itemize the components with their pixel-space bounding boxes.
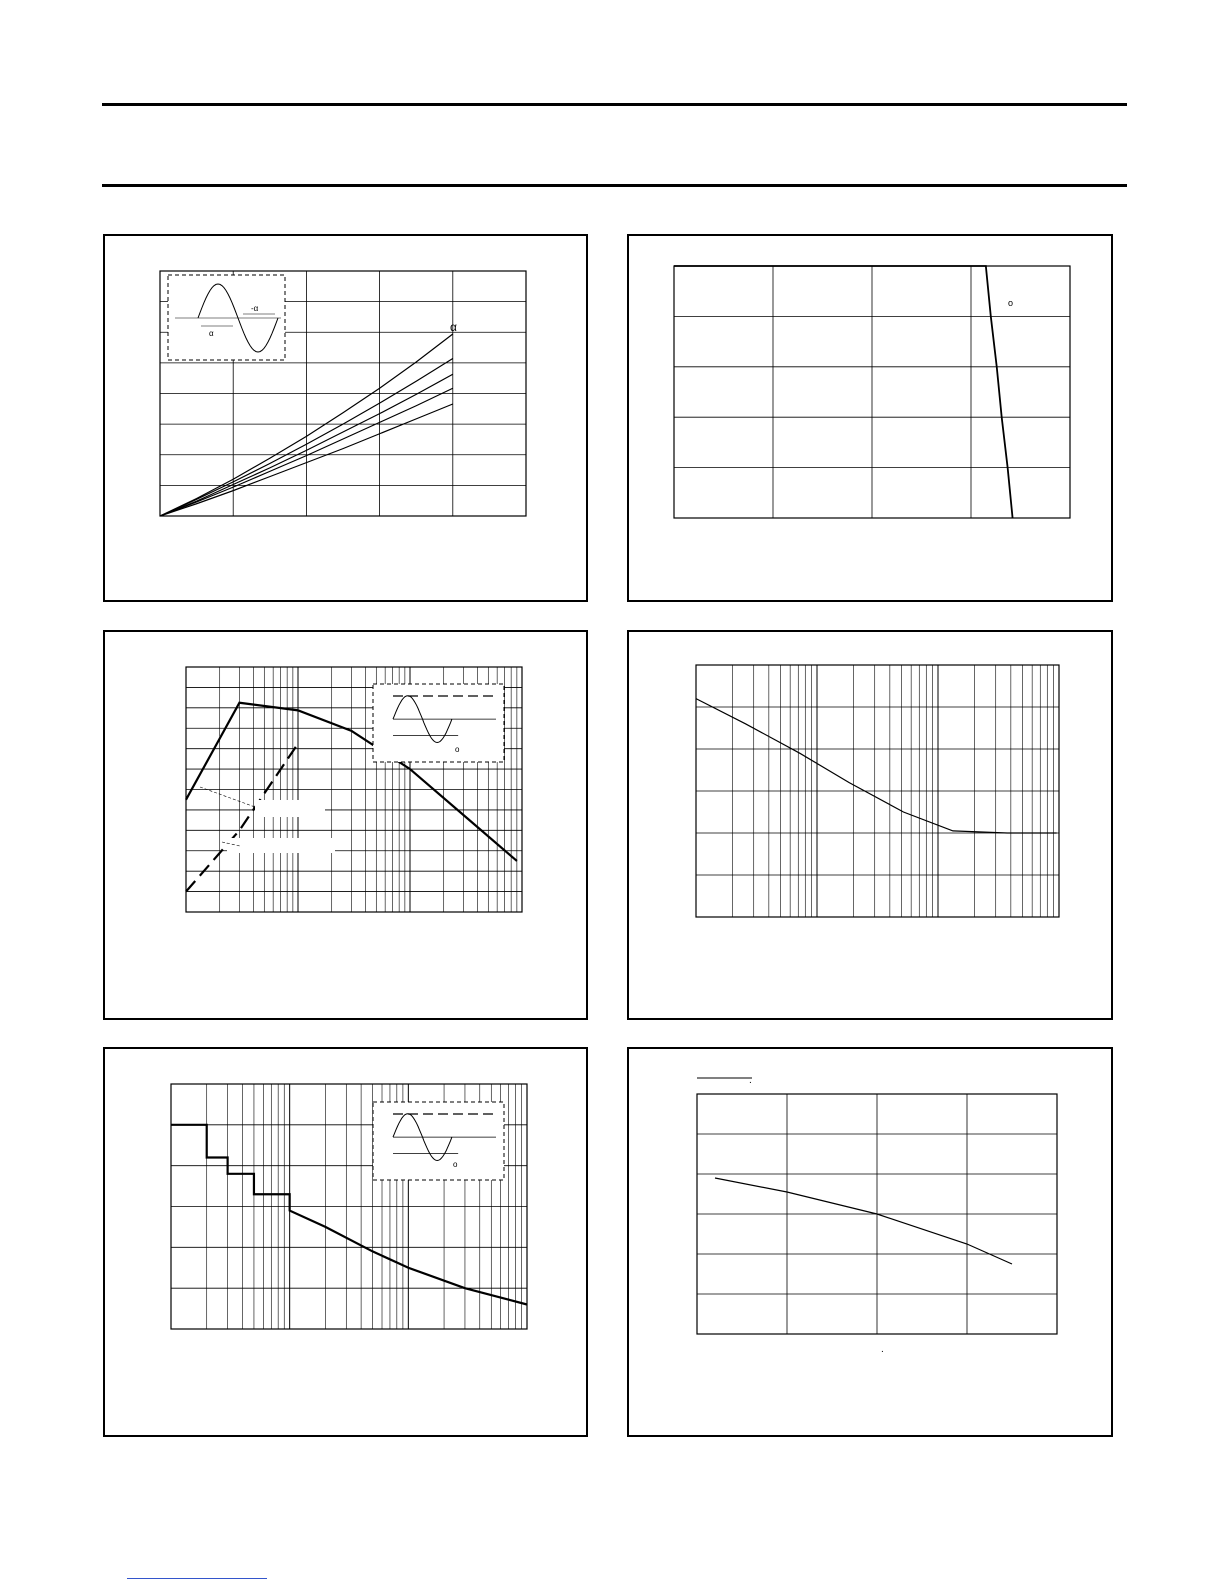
figure-panel-1: [103, 234, 588, 602]
header-rule-bottom: [102, 184, 1127, 187]
marker-label: o: [1008, 298, 1014, 308]
figure-4-chart: [629, 632, 1115, 1022]
header-rule-top: [102, 103, 1127, 106]
figure-1-chart: [105, 236, 590, 604]
figure-panel-4: [627, 630, 1113, 1020]
inset-frame: [168, 275, 285, 360]
figure-2-chart: [629, 236, 1115, 604]
label-box-lower: [227, 838, 335, 853]
figure-6-chart: [629, 1049, 1115, 1439]
inset-marker-label: o: [455, 745, 460, 754]
figure-5-chart: [105, 1049, 590, 1439]
figure-panel-6: [627, 1047, 1113, 1437]
series-line: [715, 1178, 1012, 1264]
figure-3-chart: [105, 632, 590, 1022]
series-line: [674, 266, 1013, 518]
header-dot: .: [749, 1075, 752, 1086]
leader-line: [200, 787, 255, 807]
figure-panel-3: [103, 630, 588, 1020]
figure-panel-5: [103, 1047, 588, 1437]
alpha-label: α: [450, 320, 457, 334]
inset-alpha-label: α: [209, 329, 214, 338]
footer-link-underline[interactable]: [127, 1578, 267, 1579]
series-line-dashed: [186, 744, 298, 892]
figure-panel-2: [627, 234, 1113, 602]
label-box-upper: [255, 800, 325, 817]
series-line: [696, 699, 1057, 833]
axis-dot: .: [881, 1344, 884, 1355]
inset-neg-alpha-label: -α: [251, 304, 259, 313]
inset-marker-label: o: [453, 1160, 458, 1169]
